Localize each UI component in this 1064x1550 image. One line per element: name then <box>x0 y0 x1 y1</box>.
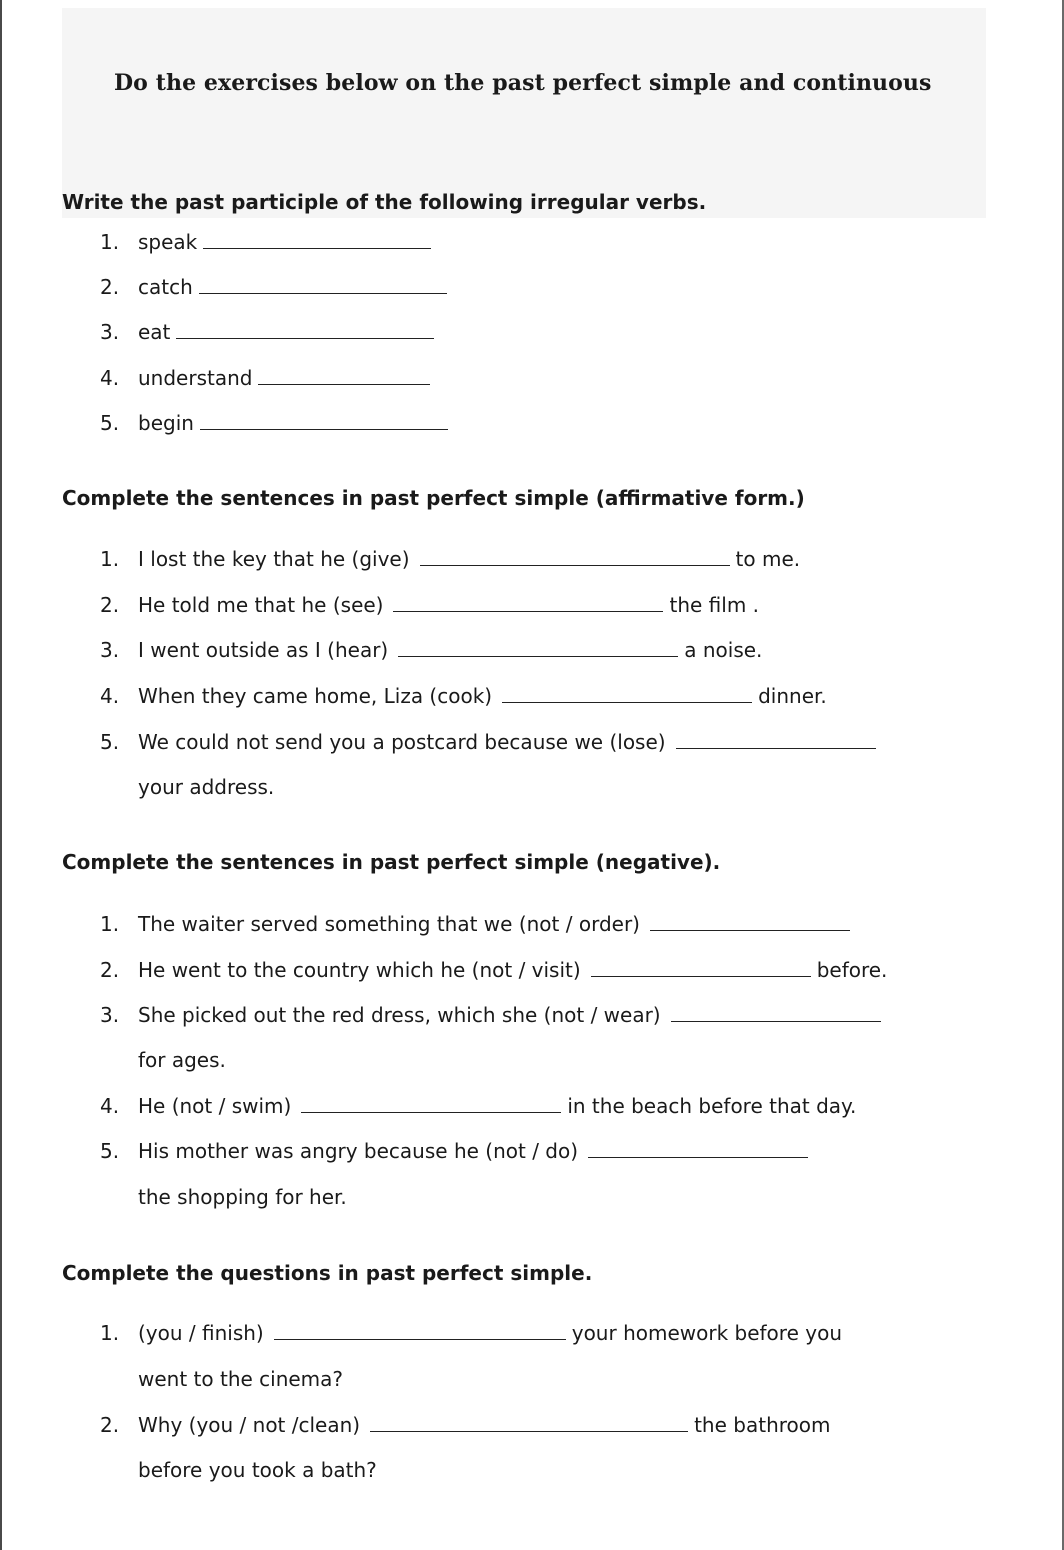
s4-item-1-blank[interactable] <box>274 1321 566 1340</box>
s3-item-2-after: before. <box>816 958 888 982</box>
s3-item-1-text: The waiter served something that we (not / order) <box>138 912 640 936</box>
s1-item-1-text: speak <box>138 230 198 254</box>
s2-item-5-text: We could not send you a postcard because we (lose) <box>138 730 666 754</box>
s2-item-2 <box>138 593 759 617</box>
s1-item-4-text: understand <box>138 366 253 390</box>
s3-item-2-blank[interactable] <box>591 958 811 977</box>
s3-item-3-continuation: for ages. <box>138 1048 226 1072</box>
s2-item-2-after: the film . <box>669 593 760 617</box>
s1-item-5-text: begin <box>138 411 194 435</box>
s4-item-1 <box>138 1321 842 1345</box>
s2-item-3-text: I went outside as I (hear) <box>138 638 389 662</box>
s1-item-3-number: 3. <box>100 320 120 344</box>
s1-item-5 <box>138 411 454 435</box>
page-edge-left <box>0 0 2 1550</box>
s3-item-4 <box>138 1094 856 1118</box>
s2-item-4-after: dinner. <box>758 684 827 708</box>
s1-item-4 <box>138 366 436 390</box>
section-4-heading: Complete the questions in past perfect simple. <box>62 1261 593 1285</box>
s3-item-5-blank[interactable] <box>588 1139 808 1158</box>
s4-item-2-after: the bathroom <box>694 1413 831 1437</box>
section-3-heading: Complete the sentences in past perfect simple (negative). <box>62 850 721 874</box>
s2-item-4-text: When they came home, Liza (cook) <box>138 684 493 708</box>
s4-item-2-blank[interactable] <box>370 1413 688 1432</box>
s3-item-2-number: 2. <box>100 958 120 982</box>
s4-item-2-number: 2. <box>100 1413 120 1437</box>
s3-item-3-text: She picked out the red dress, which she (not / wear) <box>138 1003 661 1027</box>
page-title: Do the exercises below on the past perfect simple and continuous <box>114 70 932 96</box>
s3-item-2 <box>138 958 887 982</box>
section-1-heading: Write the past participle of the following irregular verbs. <box>62 190 707 214</box>
s1-item-2-text: catch <box>138 275 193 299</box>
s3-item-1-number: 1. <box>100 912 120 936</box>
s2-item-1-after: to me. <box>735 547 801 571</box>
s2-item-4-number: 4. <box>100 684 120 708</box>
s3-item-5-continuation: the shopping for her. <box>138 1185 347 1209</box>
s2-item-5-blank[interactable] <box>676 730 876 749</box>
s4-item-1-number: 1. <box>100 1321 120 1345</box>
s2-item-1-number: 1. <box>100 547 120 571</box>
s3-item-3 <box>138 1003 887 1027</box>
s3-item-5-text: His mother was angry because he (not / do) <box>138 1139 579 1163</box>
s1-item-5-number: 5. <box>100 411 120 435</box>
s1-item-5-blank[interactable] <box>200 411 448 430</box>
s2-item-2-text: He told me that he (see) <box>138 593 384 617</box>
s3-item-3-number: 3. <box>100 1003 120 1027</box>
s3-item-1-blank[interactable] <box>650 912 850 931</box>
s2-item-4-blank[interactable] <box>502 684 752 703</box>
s2-item-1-text: I lost the key that he (give) <box>138 547 410 571</box>
s2-item-3-after: a noise. <box>684 638 763 662</box>
s2-item-4 <box>138 684 827 708</box>
s1-item-2-blank[interactable] <box>199 275 447 294</box>
s2-item-5 <box>138 730 882 754</box>
s3-item-3-blank[interactable] <box>671 1003 881 1022</box>
s3-item-4-number: 4. <box>100 1094 120 1118</box>
s1-item-3 <box>138 320 440 344</box>
s1-item-1-number: 1. <box>100 230 120 254</box>
s4-item-2-continuation: before you took a bath? <box>138 1458 377 1482</box>
s2-item-2-blank[interactable] <box>393 593 663 612</box>
s3-item-1 <box>138 912 856 936</box>
s1-item-2 <box>138 275 453 299</box>
s1-item-1-blank[interactable] <box>203 230 431 249</box>
s3-item-5 <box>138 1139 814 1163</box>
s2-item-5-number: 5. <box>100 730 120 754</box>
s1-item-3-text: eat <box>138 320 171 344</box>
s2-item-2-number: 2. <box>100 593 120 617</box>
s4-item-1-text: (you / finish) <box>138 1321 264 1345</box>
s1-item-4-number: 4. <box>100 366 120 390</box>
s3-item-4-text: He (not / swim) <box>138 1094 292 1118</box>
title-box <box>62 8 986 218</box>
s4-item-2 <box>138 1413 830 1437</box>
s2-item-3-blank[interactable] <box>398 638 678 657</box>
s4-item-1-continuation: went to the cinema? <box>138 1367 344 1391</box>
s2-item-1-blank[interactable] <box>420 547 730 566</box>
s1-item-1 <box>138 230 437 254</box>
s4-item-1-after: your homework before you <box>571 1321 842 1345</box>
s3-item-4-after: in the beach before that day. <box>567 1094 857 1118</box>
s1-item-2-number: 2. <box>100 275 120 299</box>
s2-item-3-number: 3. <box>100 638 120 662</box>
s3-item-5-number: 5. <box>100 1139 120 1163</box>
s1-item-4-blank[interactable] <box>258 366 430 385</box>
s2-item-1 <box>138 547 800 571</box>
s3-item-2-text: He went to the country which he (not / visit) <box>138 958 581 982</box>
s2-item-3 <box>138 638 762 662</box>
s3-item-4-blank[interactable] <box>301 1094 561 1113</box>
s4-item-2-text: Why (you / not /clean) <box>138 1413 361 1437</box>
s2-item-5-continuation: your address. <box>138 775 275 799</box>
s1-item-3-blank[interactable] <box>176 320 434 339</box>
section-2-heading: Complete the sentences in past perfect simple (affirmative form.) <box>62 486 805 510</box>
